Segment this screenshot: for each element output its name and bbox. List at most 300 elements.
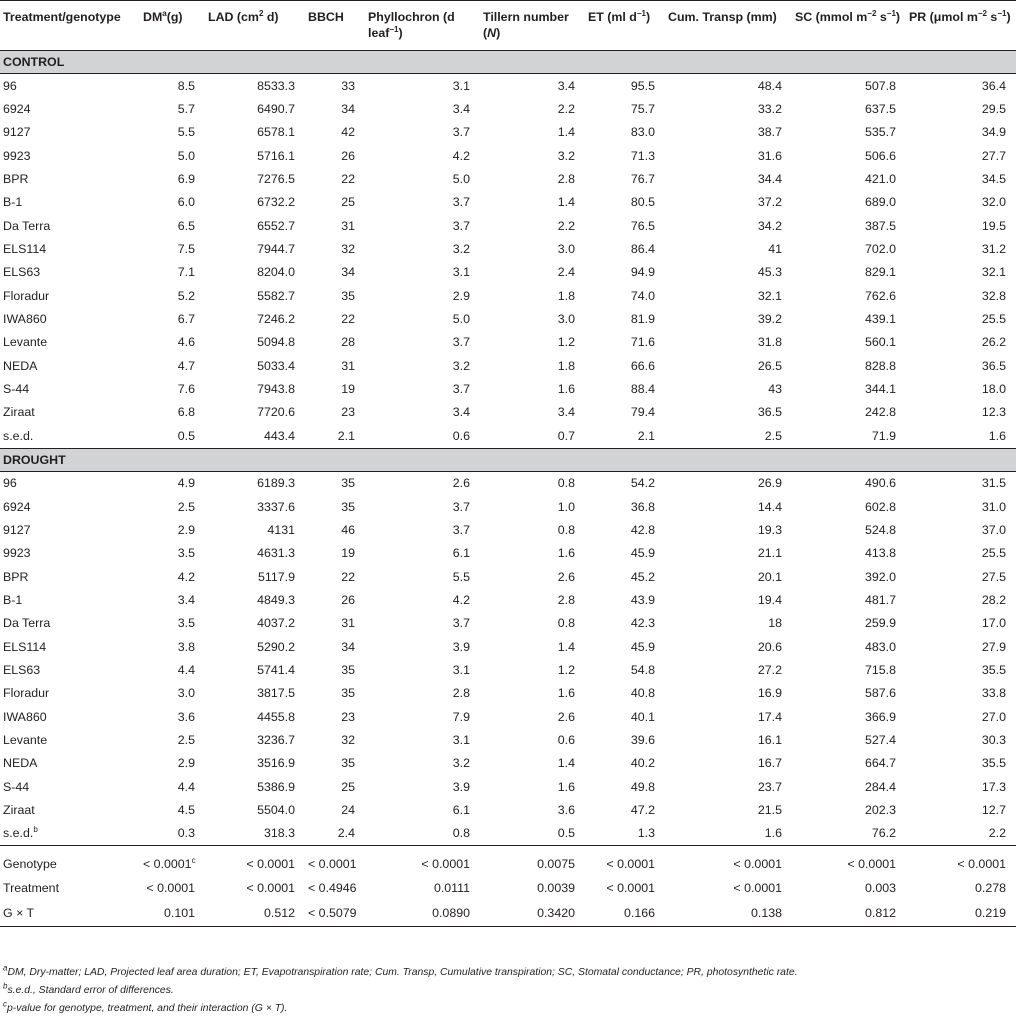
- row-label: Ziraat: [3, 802, 35, 817]
- table-cell: < 0.0001: [733, 880, 782, 895]
- table-cell: 637.5: [864, 102, 896, 117]
- table-cell: 23: [341, 709, 355, 724]
- table-row: [0, 377, 1016, 400]
- table-cell: 1.6: [665, 822, 792, 846]
- table-cell: < 0.0001: [847, 857, 896, 871]
- table-cell: 75.7: [630, 102, 655, 117]
- table-cell: 2.2: [906, 822, 1016, 846]
- table-cell: 35: [341, 662, 355, 677]
- table-cell: 5.0: [452, 312, 470, 327]
- table-cell: 26.9: [757, 476, 782, 491]
- table-cell: 37.2: [757, 195, 782, 210]
- table-cell: 5290.2: [257, 639, 295, 654]
- table-cell: 602.8: [864, 499, 896, 514]
- table-cell: 19.4: [757, 592, 782, 607]
- table-row: [0, 97, 1016, 120]
- table-cell: 35: [341, 476, 355, 491]
- table-cell: 5716.1: [257, 148, 295, 163]
- table-cell: 25.5: [981, 546, 1006, 561]
- row-label: ELS114: [3, 639, 47, 654]
- table-cell: 22: [341, 172, 355, 187]
- row-label: Levante: [3, 732, 48, 747]
- table-row: [0, 237, 1016, 260]
- row-label: BPR: [3, 172, 29, 187]
- table-cell: 560.1: [864, 335, 896, 350]
- table-cell: 26: [341, 148, 355, 163]
- table-row: [0, 612, 1016, 635]
- table-cell: 1.0: [557, 499, 575, 514]
- table-cell: 7.9: [452, 709, 470, 724]
- table-cell: 35: [341, 756, 355, 771]
- footnote: $^a$DM, Dry-matter; LAD, Projected leaf area duration; ET, Evapotranspiration rate; Cum. Transp, Cumulative transpiration; SC, Stomatal conductance; PR, photosynthetic rate.: [3, 963, 798, 978]
- footnote: $^b$s.e.d., Standard error of differences.: [3, 981, 174, 996]
- table-cell: 23: [341, 405, 355, 420]
- table-cell: 3.4: [557, 78, 575, 93]
- row-label: 96: [3, 78, 17, 93]
- table-cell: 18: [768, 616, 782, 631]
- table-cell: 506.6: [864, 148, 896, 163]
- footnote: $^c$p-value for genotype, treatment, and their interaction (G × T).: [3, 999, 288, 1014]
- table-cell: 4849.3: [257, 592, 295, 607]
- table-cell: 43: [768, 382, 782, 397]
- table-cell: 48.4: [757, 78, 782, 93]
- table-cell: 35.5: [981, 756, 1006, 771]
- table-cell: 33.8: [981, 686, 1006, 701]
- table-cell: 392.0: [864, 569, 896, 584]
- table-cell: 35: [341, 686, 355, 701]
- table-cell: 2.9: [177, 522, 195, 537]
- table-cell: 3.4: [452, 405, 470, 420]
- table-cell: 80.5: [630, 195, 655, 210]
- table-cell: 2.9: [452, 288, 470, 303]
- table-cell: 0.8: [557, 522, 575, 537]
- column-header: PR (μmol $m^{-2}$ $s^{-1}$): [909, 8, 1011, 24]
- table-cell: 4631.3: [257, 546, 295, 561]
- table-cell: 527.4: [864, 732, 896, 747]
- table-cell: 2.8: [557, 592, 575, 607]
- table-cell: 3.8: [177, 639, 195, 654]
- table-cell: 31.6: [757, 148, 782, 163]
- table-cell: 828.8: [864, 358, 896, 373]
- table-cell: 664.7: [864, 756, 896, 771]
- table-cell: 3.0: [557, 242, 575, 257]
- table-cell: 21.1: [757, 546, 782, 561]
- table-cell: 3.4: [452, 102, 470, 117]
- table-cell: 535.7: [864, 125, 896, 140]
- table-cell: < 0.0001: [146, 880, 195, 895]
- table-cell: 71.9: [792, 424, 906, 448]
- table-cell: 0.3: [140, 822, 205, 846]
- table-cell: 14.4: [757, 499, 782, 514]
- table-row: [0, 401, 1016, 424]
- row-label: B-1: [3, 592, 23, 607]
- table-row: [0, 495, 1016, 518]
- table-row: [0, 284, 1016, 307]
- table-cell: 1.4: [557, 756, 575, 771]
- table-cell: 32.0: [981, 195, 1006, 210]
- table-cell: 0.3420: [480, 899, 585, 927]
- table-cell: 6.5: [177, 218, 195, 233]
- table-cell: 6732.2: [257, 195, 295, 210]
- table-cell: 0.8: [557, 616, 575, 631]
- table-cell: 47.2: [630, 802, 655, 817]
- table-cell: 26.5: [757, 358, 782, 373]
- table-cell: 49.8: [630, 779, 655, 794]
- table-cell: 6578.1: [257, 125, 295, 140]
- row-label: 6924: [3, 499, 31, 514]
- table-cell: 259.9: [864, 616, 896, 631]
- table-row: [0, 354, 1016, 377]
- table-cell: 34: [341, 639, 355, 654]
- table-row: [0, 752, 1016, 775]
- table-cell: 29.5: [981, 102, 1006, 117]
- table-cell: 0.278: [974, 880, 1006, 895]
- table-cell: 3.0: [177, 686, 195, 701]
- table-cell: 3.7: [452, 335, 470, 350]
- table-cell: 36.5: [757, 405, 782, 420]
- table-cell: 27.9: [981, 639, 1006, 654]
- row-label: IWA860: [3, 312, 47, 327]
- table-cell: 0.0039: [537, 880, 575, 895]
- table-cell: 5504.0: [257, 802, 295, 817]
- table-cell: 45.9: [630, 639, 655, 654]
- table-cell: 35: [341, 288, 355, 303]
- table-cell: 66.6: [630, 358, 655, 373]
- table-cell: 28: [341, 335, 355, 350]
- table-cell: < 0.0001: [606, 857, 655, 871]
- table-cell: 2.6: [557, 569, 575, 584]
- table-row: [0, 775, 1016, 798]
- table-cell: 31.5: [981, 476, 1006, 491]
- table-cell: < 0.0001: [733, 857, 782, 871]
- table-cell: 31.0: [981, 499, 1006, 514]
- row-label: Ziraat: [3, 405, 35, 420]
- table-cell: 34.4: [757, 172, 782, 187]
- table-cell: 40.1: [630, 709, 655, 724]
- table-cell: 71.3: [630, 148, 655, 163]
- column-header: Phyllochron (d leaf$^{-1}$): [368, 10, 455, 40]
- table-cell: 413.8: [864, 546, 896, 561]
- table-cell: 54.8: [630, 662, 655, 677]
- table-cell: 3.0: [557, 312, 575, 327]
- table-cell: 0.5: [480, 822, 585, 846]
- table-cell: 3516.9: [257, 756, 295, 771]
- column-header: Tillern number (N): [483, 10, 569, 40]
- table-cell: 0.6: [365, 424, 480, 448]
- table-cell: 42: [341, 125, 355, 140]
- table-cell: 202.3: [864, 802, 896, 817]
- table-cell: 22: [341, 569, 355, 584]
- table-cell: 7944.7: [257, 242, 295, 257]
- table-cell: < 0.0001: [957, 857, 1006, 871]
- row-label: 9127: [3, 522, 31, 537]
- table-cell: 34: [341, 102, 355, 117]
- table-cell: 32.1: [981, 265, 1006, 280]
- table-cell: 2.6: [452, 476, 470, 491]
- section-label: DROUGHT: [0, 448, 1016, 471]
- table-cell: 3.7: [452, 616, 470, 631]
- table-cell: 3.6: [557, 802, 575, 817]
- table-cell: 7246.2: [257, 312, 295, 327]
- table-cell: 17.3: [981, 779, 1006, 794]
- table-cell: 35: [341, 499, 355, 514]
- table-cell: 7276.5: [257, 172, 295, 187]
- table-cell: 1.4: [557, 125, 575, 140]
- table-cell: 27.2: [757, 662, 782, 677]
- table-cell: 1.6: [557, 382, 575, 397]
- column-header: ET (ml $d^{-1}$): [588, 8, 651, 24]
- table-cell: 318.3: [205, 822, 305, 846]
- section-row: [0, 448, 1016, 471]
- table-cell: 7.1: [177, 265, 195, 280]
- table-cell: 0.166: [585, 899, 665, 927]
- table-cell: 3.7: [452, 499, 470, 514]
- table-cell: 284.4: [864, 779, 896, 794]
- table-cell: 0.003: [864, 880, 896, 895]
- row-label: NEDA: [3, 358, 38, 373]
- column-header: LAD ($cm^2$ d): [208, 8, 279, 24]
- row-label: Genotype: [3, 857, 57, 871]
- table-cell: 32.8: [981, 288, 1006, 303]
- row-label: 6924: [3, 102, 31, 117]
- table-cell: 483.0: [864, 639, 896, 654]
- table-row: [0, 261, 1016, 284]
- table-cell: 32.1: [757, 288, 782, 303]
- table-cell: 0.7: [480, 424, 585, 448]
- table-cell: 38.7: [757, 125, 782, 140]
- table-cell: 79.4: [630, 405, 655, 420]
- table-cell: 46: [341, 522, 355, 537]
- table-cell: 5094.8: [257, 335, 295, 350]
- table-cell: 76.5: [630, 218, 655, 233]
- table-cell: 95.5: [630, 78, 655, 93]
- row-label: G × T: [0, 899, 140, 927]
- table-cell: 21.5: [757, 802, 782, 817]
- table-cell: 20.6: [757, 639, 782, 654]
- table-cell: 2.9: [177, 756, 195, 771]
- table-cell: < 0.0001: [246, 880, 295, 895]
- table-cell: 3.7: [452, 218, 470, 233]
- table-cell: 34: [341, 265, 355, 280]
- table-cell: 6.8: [177, 405, 195, 420]
- table-cell: 3.2: [452, 358, 470, 373]
- column-header: BBCH: [308, 10, 344, 24]
- table-cell: 2.8: [557, 172, 575, 187]
- table-cell: 829.1: [864, 265, 896, 280]
- table-cell: 5.5: [177, 125, 195, 140]
- table-cell: 2.4: [305, 822, 365, 846]
- table-cell: 31.8: [757, 335, 782, 350]
- table-row: [0, 424, 1016, 448]
- table-cell: 4.2: [452, 148, 470, 163]
- table-cell: 7.5: [177, 242, 195, 257]
- table-cell: 26.2: [981, 335, 1006, 350]
- table-cell: 12.7: [981, 802, 1006, 817]
- table-cell: 41: [768, 242, 782, 257]
- table-cell: 25.5: [981, 312, 1006, 327]
- table-row: [0, 542, 1016, 565]
- row-label: s.e.d.$^b$: [0, 822, 140, 846]
- table-cell: 71.6: [630, 335, 655, 350]
- table-cell: 3.1: [452, 662, 470, 677]
- table-cell: 81.9: [630, 312, 655, 327]
- table-cell: 3.7: [452, 195, 470, 210]
- table-cell: 3.7: [452, 382, 470, 397]
- table-cell: 76.7: [630, 172, 655, 187]
- table-cell: 0.6: [557, 732, 575, 747]
- table-cell: 0.0890: [365, 899, 480, 927]
- table-cell: 33: [341, 78, 355, 93]
- table-cell: 42.3: [630, 616, 655, 631]
- table-cell: 2.5: [665, 424, 792, 448]
- table-cell: 35.5: [981, 662, 1006, 677]
- table-cell: 1.2: [557, 662, 575, 677]
- table-cell: 34.2: [757, 218, 782, 233]
- table-row: [0, 822, 1016, 846]
- row-label: Floradur: [3, 686, 50, 701]
- row-label: Levante: [3, 335, 48, 350]
- table-row: [0, 588, 1016, 611]
- table-row: [0, 471, 1016, 495]
- table-cell: 6.7: [177, 312, 195, 327]
- table-cell: 4.5: [177, 802, 195, 817]
- table-cell: 0.812: [792, 899, 906, 927]
- column-header: Cum. Transp (mm): [668, 10, 777, 24]
- row-label: Treatment: [3, 880, 60, 895]
- table-cell: 4037.2: [257, 616, 295, 631]
- table-cell: 5582.7: [257, 288, 295, 303]
- table-cell: 421.0: [864, 172, 896, 187]
- table-cell: 3.1: [452, 78, 470, 93]
- table-cell: 1.2: [557, 335, 575, 350]
- table-cell: 443.4: [205, 424, 305, 448]
- table-cell: 19.5: [981, 218, 1006, 233]
- table-cell: 5.0: [177, 148, 195, 163]
- table-cell: 2.4: [557, 265, 575, 280]
- table-cell: 83.0: [630, 125, 655, 140]
- table-cell: 6.1: [452, 802, 470, 817]
- row-label: NEDA: [3, 756, 38, 771]
- table-cell: 27.0: [981, 709, 1006, 724]
- table-row: [0, 635, 1016, 658]
- table-cell: 17.0: [981, 616, 1006, 631]
- table-cell: 0.0111: [433, 880, 470, 895]
- table-cell: < 0.0001: [421, 857, 470, 871]
- table-cell: 715.8: [864, 662, 896, 677]
- table-cell: 22: [341, 312, 355, 327]
- table-cell: 74.0: [630, 288, 655, 303]
- table-cell: 1.6: [906, 424, 1016, 448]
- table-row: [0, 899, 1016, 927]
- table-cell: 3.4: [177, 592, 195, 607]
- table-cell: 4.2: [177, 569, 195, 584]
- table-cell: 0.5: [140, 424, 205, 448]
- table-cell: < 0.5079: [305, 899, 365, 927]
- table-cell: 439.1: [864, 312, 896, 327]
- table-cell: 3.1: [452, 265, 470, 280]
- table-cell: 31: [341, 358, 355, 373]
- table-cell: 37.0: [981, 522, 1006, 537]
- table-cell: 3.4: [557, 405, 575, 420]
- table-cell: 3.5: [177, 546, 195, 561]
- table-cell: 24: [341, 802, 355, 817]
- table-cell: 242.8: [864, 405, 896, 420]
- table-cell: 39.2: [757, 312, 782, 327]
- table-row: [0, 307, 1016, 330]
- table-cell: 16.1: [757, 732, 782, 747]
- table-cell: 94.9: [630, 265, 655, 280]
- table-cell: 16.9: [757, 686, 782, 701]
- table-row: [0, 728, 1016, 751]
- table-cell: 587.6: [864, 686, 896, 701]
- table-cell: 7943.8: [257, 382, 295, 397]
- table-cell: 5386.9: [257, 779, 295, 794]
- table-cell: 12.3: [981, 405, 1006, 420]
- table-cell: 524.8: [864, 522, 896, 537]
- table-cell: 762.6: [864, 288, 896, 303]
- table-cell: 689.0: [864, 195, 896, 210]
- table-cell: 5.5: [452, 569, 470, 584]
- table-cell: 387.5: [864, 218, 896, 233]
- table-cell: 0.512: [205, 899, 305, 927]
- section-row: [0, 51, 1016, 74]
- table-cell: 16.7: [757, 756, 782, 771]
- table-cell: 5741.4: [257, 662, 295, 677]
- table-cell: 19: [341, 546, 355, 561]
- row-label: 9127: [3, 125, 31, 140]
- column-header: SC (mmol $m^{-2}$ $s^{-1}$): [795, 8, 901, 24]
- table-row: [0, 214, 1016, 237]
- table-cell: 45.3: [757, 265, 782, 280]
- table-cell: 31.2: [981, 242, 1006, 257]
- table-cell: 4131: [267, 522, 295, 537]
- row-label: BPR: [3, 569, 29, 584]
- table-cell: 4.9: [177, 476, 195, 491]
- table-cell: 36.4: [981, 78, 1006, 93]
- table-cell: 20.1: [757, 569, 782, 584]
- table-cell: 33.2: [757, 102, 782, 117]
- table-cell: 0.219: [906, 899, 1016, 927]
- table-cell: 43.9: [630, 592, 655, 607]
- table-cell: 4455.8: [257, 709, 295, 724]
- table-row: [0, 682, 1016, 705]
- table-cell: 3.7: [452, 522, 470, 537]
- table-cell: 2.1: [305, 424, 365, 448]
- table-cell: 1.6: [557, 686, 575, 701]
- table-cell: 702.0: [864, 242, 896, 257]
- table-cell: 28.2: [981, 592, 1006, 607]
- table-cell: 31: [341, 616, 355, 631]
- row-label: B-1: [3, 195, 23, 210]
- table-cell: 86.4: [630, 242, 655, 257]
- table-cell: 45.2: [630, 569, 655, 584]
- table-cell: 88.4: [630, 382, 655, 397]
- table-cell: 23.7: [757, 779, 782, 794]
- row-label: S-44: [3, 382, 30, 397]
- table-cell: 1.4: [557, 195, 575, 210]
- table-cell: 0.101: [140, 899, 205, 927]
- table-row: [0, 144, 1016, 167]
- table-cell: 2.5: [177, 732, 195, 747]
- table-cell: 4.4: [177, 779, 195, 794]
- table-cell: 3.7: [452, 125, 470, 140]
- row-label: Da Terra: [3, 218, 51, 233]
- table-cell: 6.9: [177, 172, 195, 187]
- table-cell: 25: [341, 195, 355, 210]
- table-cell: 0.8: [557, 476, 575, 491]
- table-row: [0, 167, 1016, 190]
- table-row: [0, 658, 1016, 681]
